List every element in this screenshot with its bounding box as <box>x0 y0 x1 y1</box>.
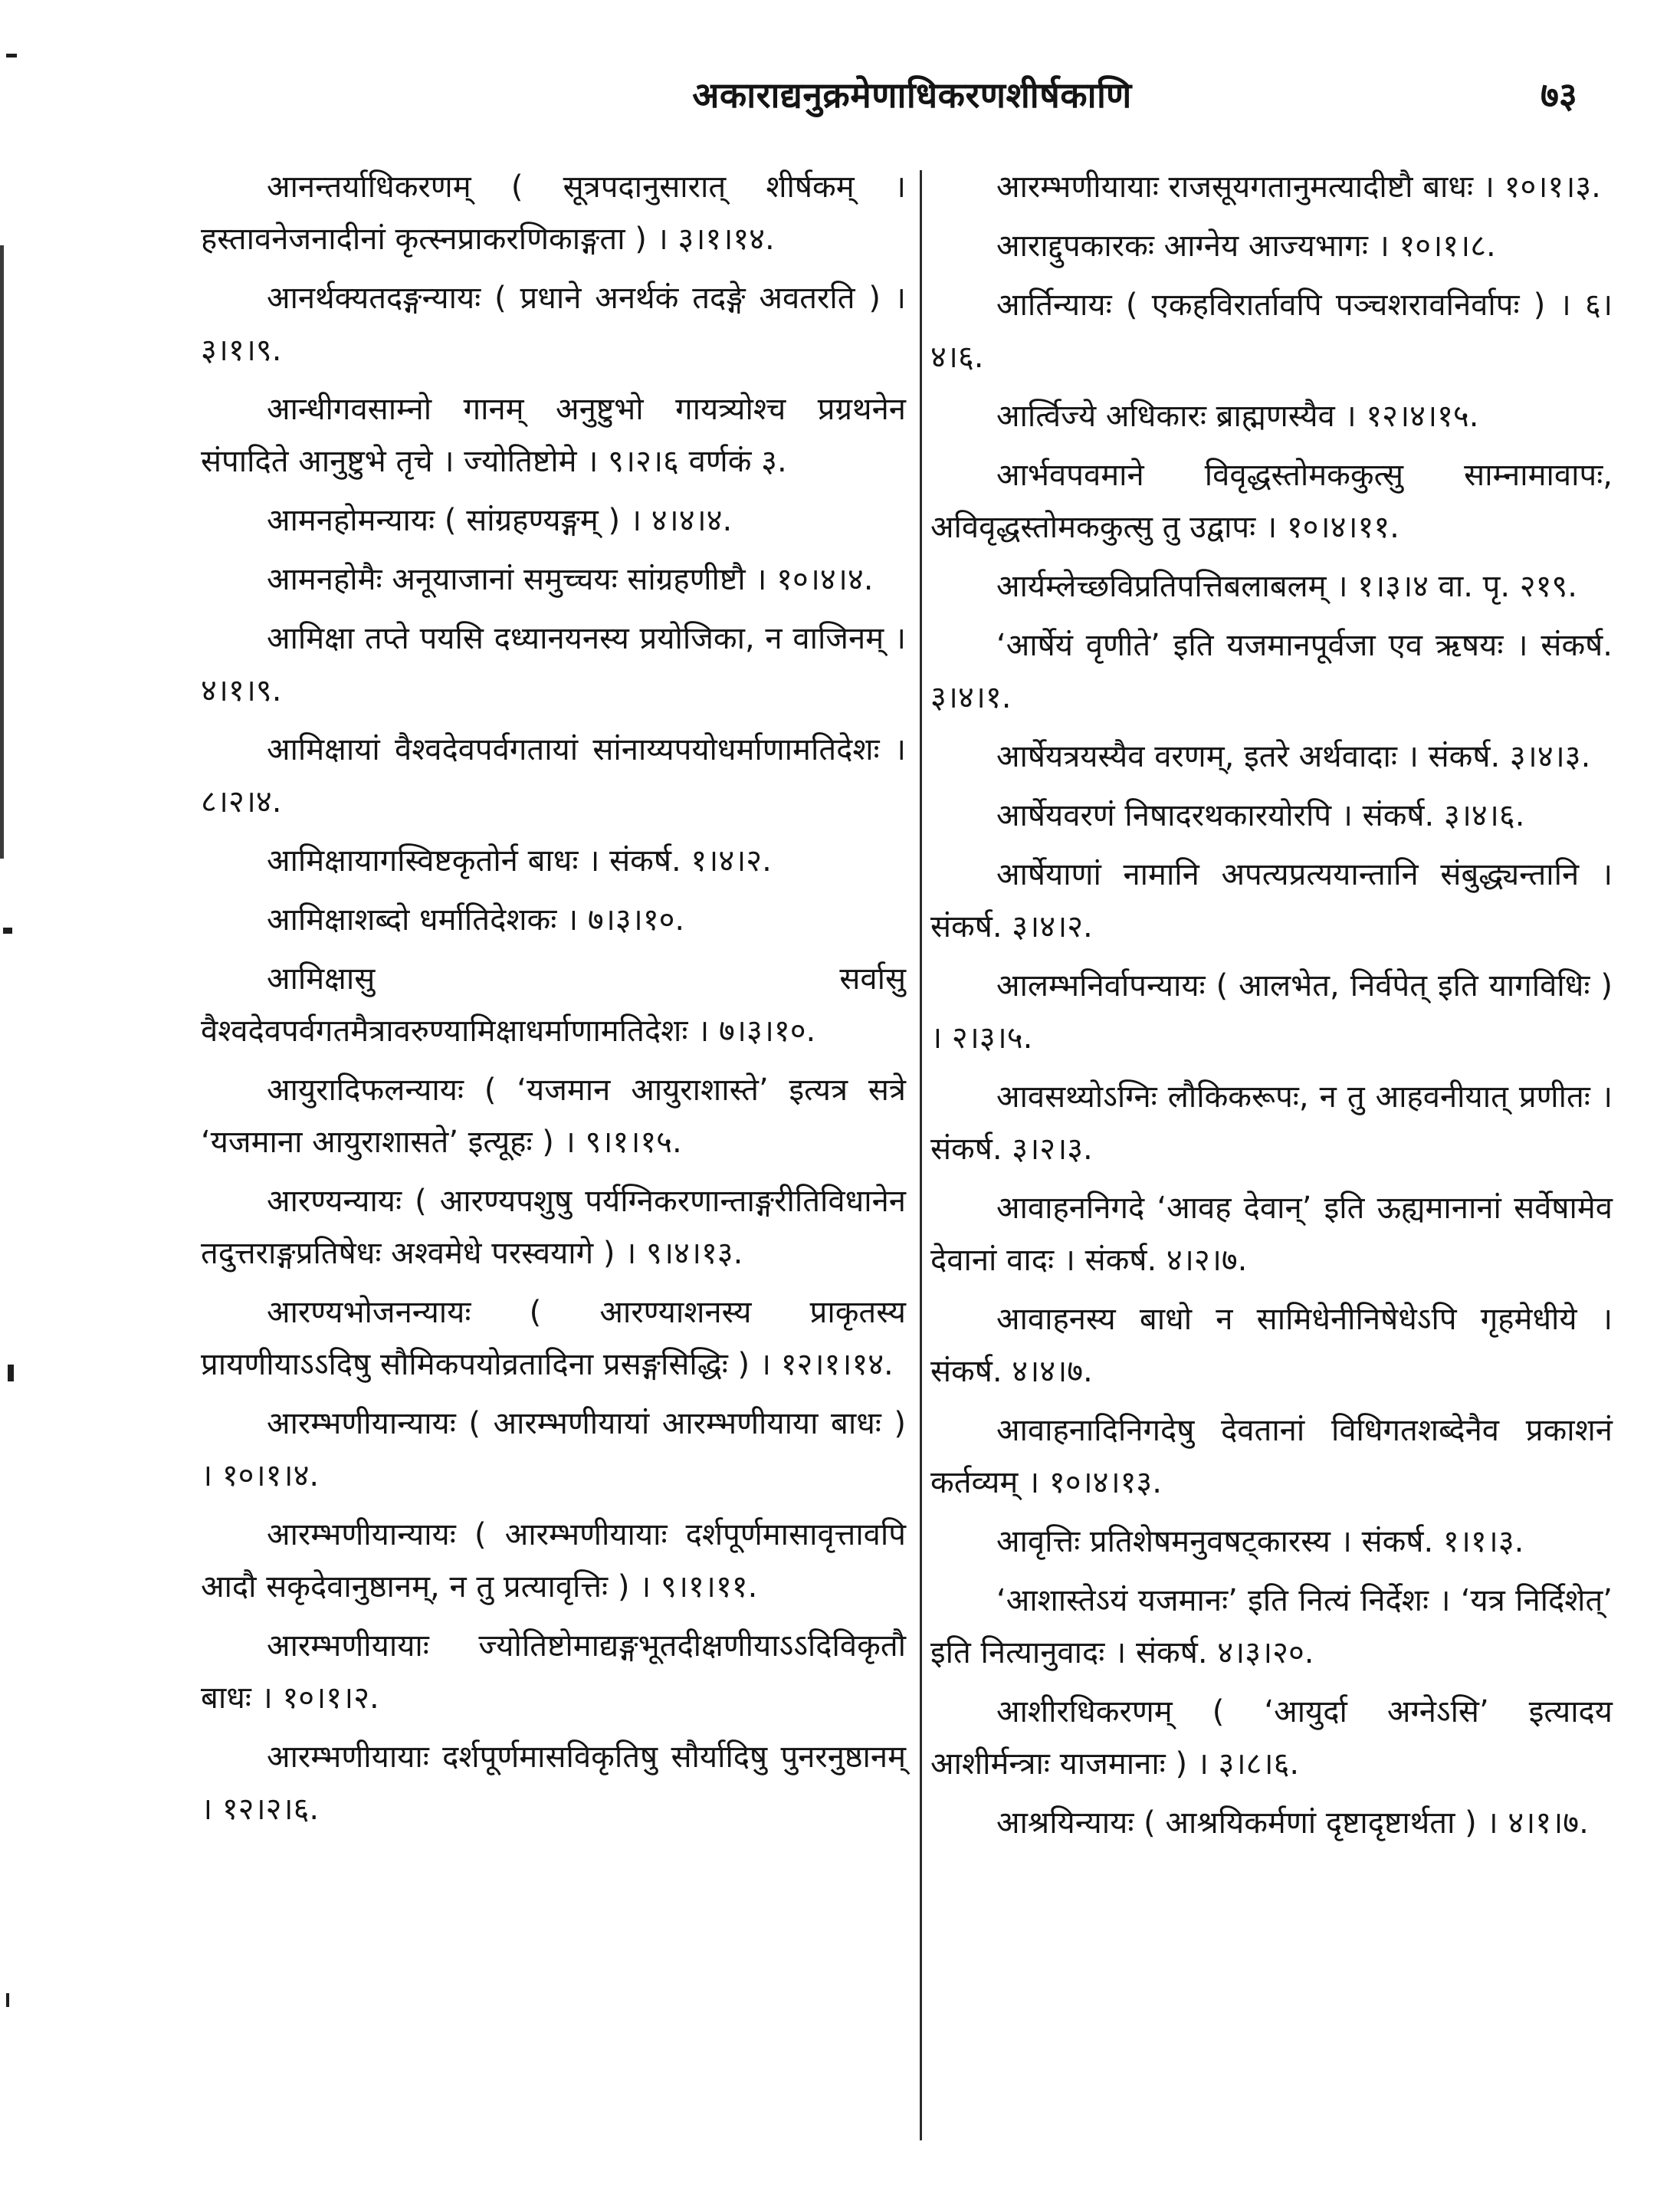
left-column <box>201 161 906 1842</box>
index-entry: आयुरादिफलन्यायः ( ‘यजमान आयुराशास्ते’ इत्यत्र सत्रे ‘यजमाना आयुराशासते’ इत्यूहः ) । ९।१।१५. <box>201 1072 906 1160</box>
index-entry: आरम्भणीयान्यायः ( आरम्भणीयायां आरम्भणीयाया बाधः ) । १०।१।४. <box>201 1406 906 1493</box>
scan-speck <box>8 1365 14 1381</box>
index-entry: आराद्दुपकारकः आग्नेय आज्यभागः । १०।१।८. <box>996 228 1496 264</box>
index-entry: आरम्भणीयान्यायः ( आरम्भणीयायाः दर्शपूर्णमासावृत्तावपि आदौ सकृदेवानुष्ठानम्, न तु प्रत्यावृत्तिः ) । ९।१।११. <box>201 1517 906 1605</box>
index-entry: आमनहोमैः अनूयाजानां समुच्चयः सांग्रहणीष्टौ । १०।४।४. <box>267 562 874 597</box>
index-entry: आमिक्षायागस्विष्टकृतोर्न बाधः । संकर्ष. १।४।२. <box>267 843 772 879</box>
index-entry: आमनहोमन्यायः ( सांग्रहण्यङ्गम् ) । ४।४।४. <box>267 503 733 538</box>
index-entry: आर्त्विज्ये अधिकारः ब्राह्मणस्यैव । १२।४।१५. <box>996 399 1479 434</box>
page-header <box>0 71 1680 132</box>
scan-edge-mark <box>0 245 4 859</box>
index-entry: आर्तिन्यायः ( एकहविरार्तावपि पञ्चशरावनिर्वापः ) । ६।४।६. <box>930 287 1613 375</box>
index-entry: आवसथ्योऽग्निः लौकिकरूपः, न तु आहवनीयात् प्रणीतः । संकर्ष. ३।२।३. <box>930 1079 1613 1167</box>
index-entry: आर्षेयत्रयस्यैव वरणम्, इतरे अर्थवादाः । संकर्ष. ३।४।३. <box>996 739 1591 774</box>
index-entry: आरण्यभोजनन्यायः ( आरण्याशनस्य प्राकृतस्य प्रायणीयाऽऽदिषु सौमिकपयोव्रतादिना प्रसङ्गसिद्धिः ) । १२।१।१४. <box>201 1295 906 1382</box>
index-entry: आवाहनादिनिगदेषु देवतानां विधिगतशब्देनैव प्रकाशनं कर्तव्यम् । १०।४।१३. <box>930 1413 1613 1500</box>
index-entry: आरम्भणीयायाः राजसूयगतानुमत्यादीष्टौ बाधः । १०।१।३. <box>996 169 1601 205</box>
index-entry: ‘आशास्तेऽयं यजमानः’ इति नित्यं निर्देशः । ‘यत्र निर्दिशेत्’ इति नित्यानुवादः । संकर्ष. ४।३।२०. <box>930 1583 1613 1670</box>
index-entry: आमिक्षा तप्ते पयसि दध्यानयनस्य प्रयोजिका, न वाजिनम् । ४।१।९. <box>201 621 906 708</box>
right-column <box>930 161 1613 1856</box>
scan-speck <box>6 54 17 57</box>
index-entry: आश्रयिन्यायः ( आश्रयिकर्मणां दृष्टादृष्टार्थता ) । ४।१।७. <box>996 1805 1589 1841</box>
index-entry: आमिक्षाशब्दो धर्मातिदेशकः । ७।३।१०. <box>267 902 685 938</box>
index-entry: आनन्तर्याधिकरणम् ( सूत्रपदानुसारात् शीर्षकम् । हस्तावनेजनादीनां कृत्स्नप्राकरणिकाङ्गता ) । ३।१।१४. <box>201 169 906 257</box>
index-entry: आन्धीगवसाम्नो गानम् अनुष्टुभो गायत्र्योश्च प्रग्रथनेन संपादिते आनुष्टुभे तृचे । ज्योतिष्टोमे । ९।२।६ वर्णकं ३. <box>201 392 906 479</box>
index-entry: आर्षेयवरणं निषादरथकारयोरपि । संकर्ष. ३।४।६. <box>996 798 1525 833</box>
index-entry: आमिक्षायां वैश्वदेवपर्वगतायां सांनाय्यपयोधर्माणामतिदेशः । ८।२।४. <box>201 732 906 820</box>
scan-speck <box>3 928 12 934</box>
index-entry: आवृत्तिः प्रतिशेषमनुवषट्कारस्य । संकर्ष. १।१।३. <box>996 1524 1524 1559</box>
column-divider <box>920 170 922 2140</box>
index-entry: आवाहनस्य बाधो न सामिधेनीनिषेधेऽपि गृहमेधीये । संकर्ष. ४।४।७. <box>930 1302 1613 1389</box>
index-entry: आलम्भनिर्वापन्यायः ( आलभेत, निर्वपेत् इति यागविधिः ) । २।३।५. <box>930 968 1613 1056</box>
running-title: अकाराद्यनुक्रमेणाधिकरणशीर्षकाणि <box>692 74 1132 116</box>
index-entry: आरम्भणीयायाः दर्शपूर्णमासविकृतिषु सौर्यादिषु पुनरनुष्ठानम् । १२।२।६. <box>201 1739 906 1827</box>
index-entry: आरण्यन्यायः ( आरण्यपशुषु पर्यग्निकरणान्ताङ्गरीतिविधानेन तदुत्तराङ्गप्रतिषेधः अश्वमेधे परस्वयागे ) । ९।४।१३. <box>201 1184 906 1271</box>
page-number: ७३ <box>1541 74 1577 116</box>
index-entry: आर्यम्लेच्छविप्रतिपत्तिबलाबलम् । १।३।४ वा. पृ. २१९. <box>996 569 1577 604</box>
index-entry: ‘आर्षेयं वृणीते’ इति यजमानपूर्वजा एव ऋषयः । संकर्ष. ३।४।१. <box>930 628 1613 715</box>
scan-speck <box>6 1993 9 2007</box>
index-entry: आवाहननिगदे ‘आवह देवान्’ इति ऊह्यमानानां सर्वेषामेव देवानां वादः । संकर्ष. ४।२।७. <box>930 1191 1613 1278</box>
index-entry: आरम्भणीयायाः ज्योतिष्टोमाद्यङ्गभूतदीक्षणीयाऽऽदिविकृतौ बाधः । १०।१।२. <box>201 1628 906 1716</box>
index-entry: आशीरधिकरणम् ( ‘आयुर्दा अग्नेऽसि’ इत्यादय आशीर्मन्त्राः याजमानाः ) । ३।८।६. <box>930 1694 1613 1782</box>
index-entry: आर्षेयाणां नामानि अपत्यप्रत्ययान्तानि संबुद्ध्यन्तानि । संकर्ष. ३।४।२. <box>930 857 1613 944</box>
index-entry: आनर्थक्यतदङ्गन्यायः ( प्रधाने अनर्थकं तदङ्गे अवतरति ) । ३।१।९. <box>201 281 906 368</box>
index-entry: आमिक्षासु सर्वासु वैश्वदेवपर्वगतमैत्रावरुण्यामिक्षाधर्माणामतिदेशः । ७।३।१०. <box>201 961 906 1049</box>
index-entry: आर्भवपवमाने विवृद्धस्तोमककुत्सु साम्नामावापः, अविवृद्धस्तोमककुत्सु तु उद्वापः । १०।४।११. <box>930 458 1613 545</box>
